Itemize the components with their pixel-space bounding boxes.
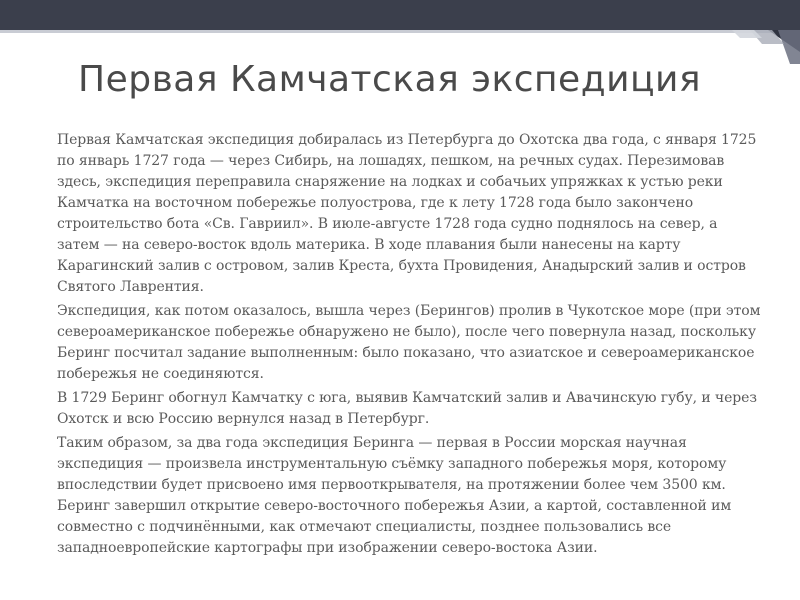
- header-stripe: [0, 30, 800, 33]
- body-paragraph: Таким образом, за два года экспедиция Беринга — первая в России морская научная экспедиция — произвела инструментальную съёмку западного побережья моря, которому впоследствии будет присвоено имя первооткрывателя, на протяжении более чем 3500 км. Беринг завершил открытие северо-восточного побережья Азии, а картой, составленной им совместно с подчинёнными, как отмечают специалисты, позднее пользовались все западноевропейские картографы при изображении северо-востока Азии.: [57, 435, 732, 556]
- corner-accent-graphic: [710, 30, 800, 65]
- body-paragraph: Экспедиция, как потом оказалось, вышла через (Берингов) пролив в Чукотское море (при этом североамериканское побережье обнаружено не было), после чего повернула назад, поскольку Беринг посчитал задание выполненным: было показано, что азиатское и североамериканское побережья не соединяются.: [57, 303, 761, 382]
- body-paragraph: В 1729 Беринг обогнул Камчатку с юга, выявив Камчатский залив и Авачинскую губу, и через Охотск и всю Россию вернулся назад в Петербург.: [57, 390, 757, 427]
- body-paragraph: Первая Камчатская экспедиция добиралась из Петербурга до Охотска два года, с января 1725 по январь 1727 года — через Сибирь, на лошадях, пешком, на речных судах. Перезимовав здесь, экспедиция переправила снаряжение на лодках и собачьих упряжках к устью реки Камчатка на восточном побережье полуострова, где к лету 1728 года было закончено строительство бота «Св. Гавриил». В июле-августе 1728 года судно поднялось на север, а затем — на северо-восток вдоль материка. В ходе плавания были нанесены на карту Карагинский залив с островом, залив Креста, бухта Провидения, Анадырский залив и остров Святого Лаврентия.: [57, 132, 757, 295]
- slide-body: [57, 130, 762, 562]
- slide-title: Первая Камчатская экспедиция: [78, 59, 702, 100]
- header-band: [0, 0, 800, 30]
- accent-shape-mid: [778, 30, 800, 64]
